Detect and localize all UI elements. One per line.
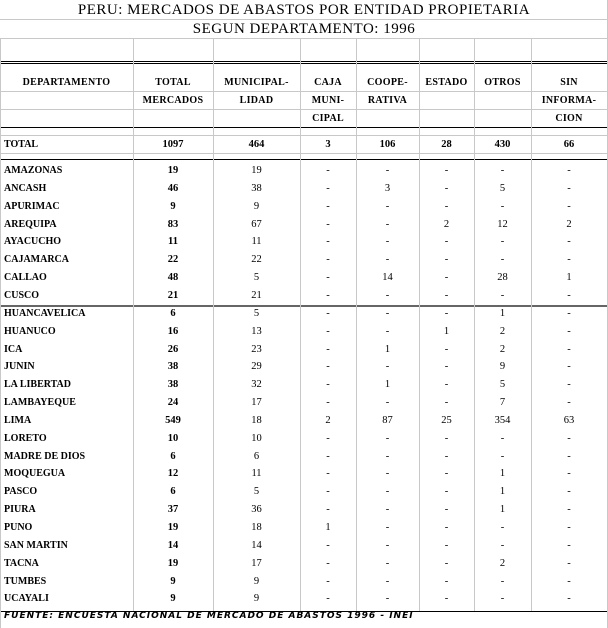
table-row bbox=[0, 555, 608, 573]
table-cell: - bbox=[326, 307, 330, 319]
department-name: LAMBAYEQUE bbox=[4, 397, 76, 409]
table-cell: - bbox=[326, 182, 330, 194]
table-cell: 67 bbox=[251, 218, 262, 230]
table-cell: - bbox=[567, 307, 571, 319]
table-cell: 83 bbox=[167, 218, 179, 230]
table-cell: - bbox=[444, 272, 449, 284]
table-cell: - bbox=[567, 289, 571, 301]
table-cell: 32 bbox=[251, 379, 262, 391]
table-cell: - bbox=[567, 397, 571, 409]
department-name: LORETO bbox=[4, 432, 47, 444]
table-cell: - bbox=[385, 236, 390, 248]
table-row bbox=[0, 573, 608, 591]
department-name: AYACUCHO bbox=[4, 236, 62, 248]
table-cell: - bbox=[326, 236, 330, 248]
department-name: JUNIN bbox=[4, 361, 35, 373]
table-cell: - bbox=[326, 397, 330, 409]
table-cell: 38 bbox=[251, 182, 262, 194]
table-cell: 1 bbox=[499, 486, 506, 498]
table-cell: 22 bbox=[251, 254, 262, 266]
table-row bbox=[0, 465, 608, 483]
table-row bbox=[0, 590, 608, 608]
header-otros: OTROS bbox=[484, 77, 521, 88]
table-cell: - bbox=[500, 254, 505, 266]
table-cell: 1 bbox=[566, 272, 572, 284]
department-name: APURIMAC bbox=[4, 200, 60, 212]
table-cell: 3 bbox=[384, 182, 391, 194]
header-caja-municipal: CAJA MUNI- CIPAL bbox=[311, 77, 345, 124]
table-cell: 10 bbox=[251, 432, 262, 444]
department-name: TACNA bbox=[4, 557, 39, 569]
department-name: ANCASH bbox=[4, 182, 47, 194]
table-cell: - bbox=[326, 575, 330, 587]
table-cell: 17 bbox=[251, 557, 262, 569]
table-cell: 28 bbox=[497, 272, 508, 284]
table-row bbox=[0, 251, 608, 269]
table-cell: - bbox=[500, 165, 505, 176]
department-name: HUANUCO bbox=[4, 325, 56, 337]
table-cell: - bbox=[444, 432, 449, 444]
table-cell: - bbox=[567, 504, 571, 516]
table-row bbox=[0, 341, 608, 359]
department-name: AREQUIPA bbox=[4, 218, 57, 230]
table-cell: - bbox=[444, 307, 449, 319]
table-cell: - bbox=[500, 289, 505, 301]
table-cell: - bbox=[444, 379, 449, 391]
table-cell: - bbox=[385, 325, 390, 337]
table-cell: 11 bbox=[251, 468, 262, 480]
table-cell: 1 bbox=[443, 325, 450, 337]
table-row bbox=[0, 537, 608, 555]
table-cell: - bbox=[444, 504, 449, 516]
table-cell: - bbox=[567, 522, 571, 533]
table-cell: - bbox=[567, 557, 571, 569]
table-cell: - bbox=[500, 200, 505, 212]
table-cell: 29 bbox=[251, 361, 262, 373]
table-cell: - bbox=[385, 539, 390, 551]
table-cell: - bbox=[444, 343, 449, 355]
table-cell: - bbox=[326, 539, 330, 551]
table-cell: 24 bbox=[167, 397, 179, 409]
table-row bbox=[0, 198, 608, 216]
source-note: FUENTE: ENCUESTA NACIONAL DE MERCADO DE ABASTOS 1996 - INEI bbox=[4, 611, 414, 621]
table-cell: - bbox=[567, 539, 571, 551]
table-cell: - bbox=[326, 343, 330, 355]
table-cell: - bbox=[326, 468, 330, 480]
table-cell: - bbox=[444, 200, 449, 212]
table-cell: 18 bbox=[251, 414, 262, 426]
table-cell: 48 bbox=[167, 272, 179, 284]
table-cell: - bbox=[326, 504, 330, 516]
department-name: CAJAMARCA bbox=[4, 254, 69, 266]
table-cell: 9 bbox=[170, 575, 176, 587]
table-cell: - bbox=[444, 165, 449, 176]
table-cell: - bbox=[500, 450, 505, 462]
table-row bbox=[0, 305, 608, 323]
table-cell: - bbox=[567, 254, 571, 266]
header-sin-informacion: SIN INFORMA- CION bbox=[541, 77, 597, 124]
table-cell: - bbox=[385, 575, 390, 587]
table-cell: - bbox=[567, 200, 571, 212]
table-cell: 16 bbox=[167, 325, 179, 337]
table-row bbox=[0, 233, 608, 251]
table-cell: - bbox=[385, 522, 390, 533]
table-cell: - bbox=[444, 397, 449, 409]
table-cell: - bbox=[567, 182, 571, 194]
table-cell: - bbox=[385, 432, 390, 444]
table-cell: 14 bbox=[167, 539, 179, 551]
table-cell: 21 bbox=[167, 289, 179, 301]
table-cell: 7 bbox=[499, 397, 506, 409]
table-cell: - bbox=[326, 593, 330, 605]
table-cell: - bbox=[385, 254, 390, 266]
department-name: TUMBES bbox=[4, 575, 47, 587]
table-cell: 5 bbox=[499, 379, 506, 391]
department-name: PUNO bbox=[4, 522, 33, 533]
table-cell: 5 bbox=[253, 307, 260, 319]
table-title: PERU: MERCADOS DE ABASTOS POR ENTIDAD PROPIETARIA bbox=[77, 2, 531, 18]
table-cell: 6 bbox=[170, 307, 176, 319]
table-cell: - bbox=[385, 397, 390, 409]
table-cell: 46 bbox=[167, 182, 179, 194]
table-cell: - bbox=[385, 289, 390, 301]
table-cell: 2 bbox=[499, 325, 506, 337]
table-row bbox=[0, 519, 608, 537]
table-cell: - bbox=[567, 486, 571, 498]
table-cell: - bbox=[567, 575, 571, 587]
table-cell: - bbox=[444, 450, 449, 462]
table-cell: - bbox=[385, 504, 390, 516]
table-cell: 36 bbox=[251, 504, 262, 516]
department-name: PASCO bbox=[4, 486, 38, 498]
table-cell: - bbox=[326, 486, 330, 498]
table-cell: 19 bbox=[251, 165, 262, 176]
table-cell: 37 bbox=[167, 504, 179, 516]
table-cell: - bbox=[326, 254, 330, 266]
table-row bbox=[0, 162, 608, 180]
table-cell: 11 bbox=[168, 236, 178, 248]
table-cell: 19 bbox=[167, 165, 179, 176]
header-departamento: DEPARTAMENTO bbox=[22, 77, 111, 88]
table-row bbox=[0, 412, 608, 430]
table-cell: 11 bbox=[251, 236, 262, 248]
table-cell: - bbox=[385, 165, 390, 176]
table-cell: - bbox=[326, 165, 330, 176]
table-cell: 17 bbox=[251, 397, 262, 409]
total-row: TOTAL 1097 464 3 106 28 430 66 bbox=[4, 139, 575, 150]
table-cell: - bbox=[385, 450, 390, 462]
department-name: CALLAO bbox=[4, 272, 47, 284]
table-cell: 1 bbox=[499, 307, 506, 319]
department-name: LA LIBERTAD bbox=[4, 379, 71, 391]
table-cell: 21 bbox=[251, 289, 262, 301]
table-cell: 9 bbox=[499, 361, 506, 373]
table-cell: 14 bbox=[382, 272, 393, 284]
table-cell: - bbox=[385, 361, 390, 373]
table-row bbox=[0, 323, 608, 341]
table-cell: - bbox=[500, 522, 505, 533]
table-cell: - bbox=[326, 200, 330, 212]
table-cell: - bbox=[326, 432, 330, 444]
table-cell: - bbox=[567, 468, 571, 480]
table-cell: 18 bbox=[251, 522, 262, 533]
table-cell: - bbox=[444, 593, 449, 605]
table-cell: 12 bbox=[497, 218, 508, 230]
table-cell: - bbox=[500, 236, 505, 248]
department-name: LIMA bbox=[4, 414, 32, 426]
table-cell: 5 bbox=[499, 182, 506, 194]
table-cell: 13 bbox=[251, 325, 262, 337]
table-cell: - bbox=[567, 593, 571, 605]
table-cell: - bbox=[326, 325, 330, 337]
table-cell: 354 bbox=[494, 414, 511, 426]
table-cell: 26 bbox=[167, 343, 179, 355]
table-row bbox=[0, 483, 608, 501]
table-cell: 9 bbox=[253, 200, 260, 212]
table-cell: 9 bbox=[170, 593, 176, 605]
table-cell: - bbox=[444, 289, 449, 301]
table-cell: - bbox=[500, 539, 505, 551]
department-name: MADRE DE DIOS bbox=[4, 450, 86, 462]
table-cell: 1 bbox=[384, 379, 391, 391]
table-cell: 5 bbox=[253, 486, 260, 498]
table-cell: - bbox=[444, 539, 449, 551]
table-cell: - bbox=[385, 557, 390, 569]
table-cell: 549 bbox=[165, 414, 181, 426]
department-name: AMAZONAS bbox=[4, 165, 63, 176]
table-cell: 6 bbox=[170, 486, 176, 498]
header-cooperativa: COOPE- RATIVA bbox=[367, 77, 408, 106]
table-cell: - bbox=[385, 200, 390, 212]
table-row bbox=[0, 269, 608, 287]
table-cell: 1 bbox=[499, 468, 506, 480]
table-cell: 1 bbox=[499, 504, 506, 516]
table-cell: - bbox=[444, 486, 449, 498]
table-cell: - bbox=[500, 575, 505, 587]
table-cell: 2 bbox=[499, 343, 506, 355]
table-cell: - bbox=[500, 593, 505, 605]
table-cell: 12 bbox=[167, 468, 179, 480]
department-name: HUANCAVELICA bbox=[4, 307, 86, 319]
table-cell: 5 bbox=[253, 272, 260, 284]
table-cell: - bbox=[444, 575, 449, 587]
table-cell: - bbox=[385, 468, 390, 480]
table-cell: - bbox=[567, 165, 571, 176]
header-estado: ESTADO bbox=[425, 77, 468, 88]
table-cell: 23 bbox=[251, 343, 262, 355]
table-cell: - bbox=[326, 361, 330, 373]
table-cell: - bbox=[444, 361, 449, 373]
table-cell: - bbox=[567, 343, 571, 355]
table-cell: - bbox=[567, 236, 571, 248]
table-cell: - bbox=[567, 432, 571, 444]
table-cell: - bbox=[500, 432, 505, 444]
table-cell: 1 bbox=[384, 343, 391, 355]
table-cell: 6 bbox=[253, 450, 260, 462]
table-cell: 10 bbox=[167, 432, 179, 444]
table-cell: - bbox=[326, 379, 330, 391]
table-row bbox=[0, 180, 608, 198]
table-cell: 38 bbox=[167, 379, 179, 391]
table-row bbox=[0, 216, 608, 234]
table-cell: - bbox=[385, 307, 390, 319]
table-row bbox=[0, 501, 608, 519]
table-cell: 2 bbox=[443, 218, 450, 230]
table-cell: 14 bbox=[251, 539, 262, 551]
table-cell: - bbox=[444, 182, 449, 194]
department-name: CUSCO bbox=[4, 289, 40, 301]
table-cell: - bbox=[326, 450, 330, 462]
table-cell: - bbox=[444, 557, 449, 569]
table-subtitle: SEGUN DEPARTAMENTO: 1996 bbox=[192, 21, 416, 37]
table-cell: 63 bbox=[563, 414, 575, 426]
table-cell: - bbox=[385, 218, 390, 230]
table-cell: 22 bbox=[167, 254, 179, 266]
table-cell: - bbox=[567, 379, 571, 391]
table-cell: - bbox=[385, 593, 390, 605]
table-cell: 19 bbox=[167, 522, 179, 533]
table-cell: 1 bbox=[325, 522, 331, 533]
table-cell: - bbox=[326, 557, 330, 569]
table-cell: 6 bbox=[170, 450, 176, 462]
table-cell: - bbox=[567, 361, 571, 373]
table-row bbox=[0, 358, 608, 376]
table-row bbox=[0, 287, 608, 305]
table-row bbox=[0, 394, 608, 412]
department-name: ICA bbox=[4, 343, 23, 355]
department-name: MOQUEGUA bbox=[4, 468, 66, 480]
table-row bbox=[0, 448, 608, 466]
table-row bbox=[0, 376, 608, 394]
table-cell: 19 bbox=[167, 557, 179, 569]
table-cell: - bbox=[385, 486, 390, 498]
header-total-mercados: TOTAL MERCADOS bbox=[142, 77, 204, 106]
table-cell: - bbox=[444, 236, 449, 248]
table-cell: 38 bbox=[167, 361, 179, 373]
department-name: UCAYALI bbox=[4, 593, 49, 605]
table-cell: - bbox=[567, 325, 571, 337]
table-cell: - bbox=[326, 218, 330, 230]
table-cell: 2 bbox=[499, 557, 506, 569]
table-cell: - bbox=[444, 254, 449, 266]
table-cell: - bbox=[567, 450, 571, 462]
table-cell: - bbox=[444, 522, 449, 533]
table-cell: 9 bbox=[253, 575, 260, 587]
table-row bbox=[0, 430, 608, 448]
table-cell: 2 bbox=[325, 414, 331, 426]
table-cell: 87 bbox=[382, 414, 393, 426]
table-cell: 9 bbox=[253, 593, 260, 605]
header-municipalidad: MUNICIPAL- LIDAD bbox=[224, 77, 289, 106]
table-cell: - bbox=[444, 468, 449, 480]
department-name: SAN MARTIN bbox=[4, 539, 68, 551]
table-cell: 25 bbox=[441, 414, 452, 426]
table-cell: - bbox=[326, 272, 330, 284]
department-name: PIURA bbox=[4, 504, 36, 516]
table-cell: 2 bbox=[566, 218, 572, 230]
table-cell: 9 bbox=[170, 200, 176, 212]
table-cell: - bbox=[326, 289, 330, 301]
